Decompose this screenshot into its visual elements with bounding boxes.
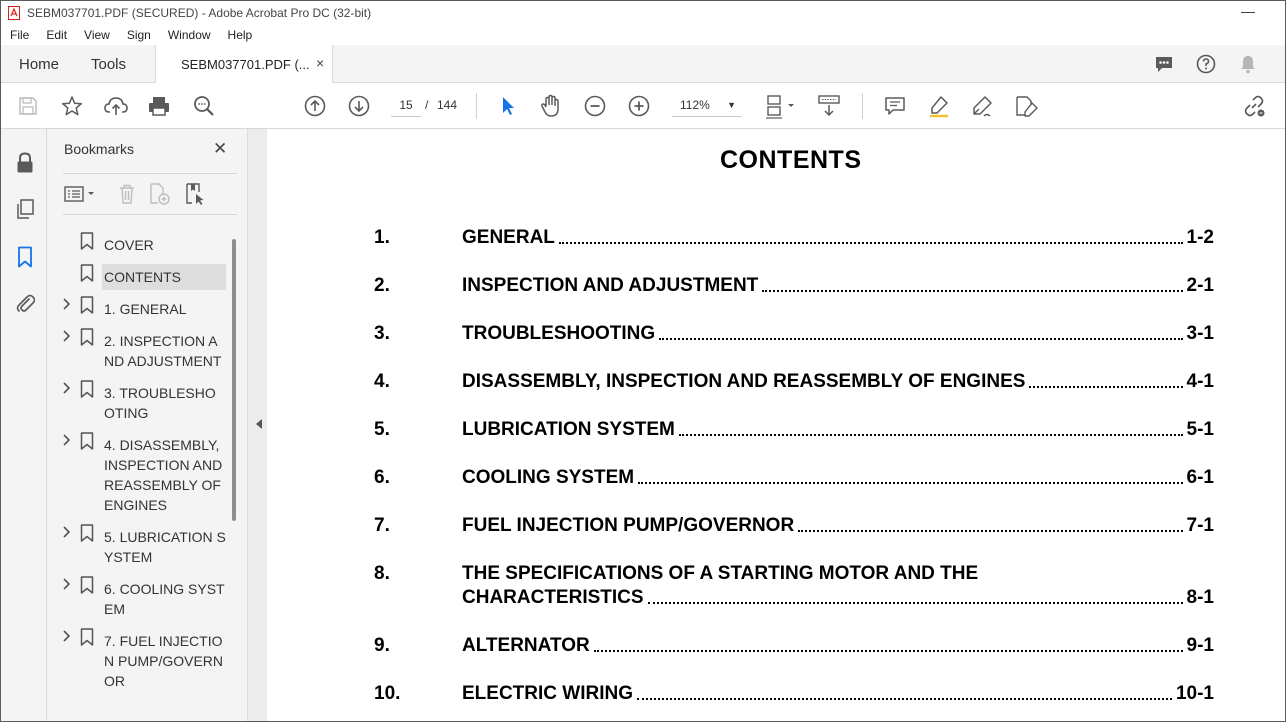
bookmark-label: 1. GENERAL bbox=[104, 301, 187, 317]
menu-view[interactable]: View bbox=[84, 28, 110, 42]
bookmarks-panel-title: Bookmarks bbox=[64, 141, 135, 157]
print-icon[interactable] bbox=[146, 93, 172, 119]
toc-entry-number: 10. bbox=[374, 683, 401, 704]
toc-dot-leader bbox=[762, 275, 1182, 292]
chevron-right-icon[interactable] bbox=[61, 577, 73, 589]
bookmark-flag-icon bbox=[80, 524, 94, 542]
chevron-right-icon[interactable] bbox=[61, 381, 73, 393]
page-fit-icon[interactable] bbox=[761, 93, 797, 119]
attachments-icon[interactable] bbox=[13, 291, 37, 315]
page-total: 144 bbox=[437, 98, 458, 112]
toc-dot-leader bbox=[559, 227, 1183, 244]
bookmark-label: 4. DISASSEMBLY, INSPECTION AND REASSEMBLY OF ENGINES bbox=[104, 437, 223, 513]
toc-dot-leader bbox=[798, 515, 1182, 532]
lock-icon[interactable] bbox=[13, 151, 37, 175]
bookmark-label: 6. COOLING SYSTEM bbox=[104, 581, 225, 617]
toc-entry-page: 3-1 bbox=[1186, 323, 1214, 344]
contents-heading: CONTENTS bbox=[720, 146, 862, 174]
tab-home[interactable]: Home bbox=[19, 56, 60, 73]
bookmark-flag-icon bbox=[80, 432, 94, 450]
help-icon[interactable] bbox=[1195, 53, 1217, 75]
bookmark-label: COVER bbox=[104, 237, 154, 253]
comment-icon[interactable] bbox=[882, 93, 908, 119]
toc-entry-title: TROUBLESHOOTING bbox=[462, 323, 656, 344]
find-bookmark-icon[interactable] bbox=[183, 182, 207, 206]
tab-tools[interactable]: Tools bbox=[91, 56, 127, 73]
find-zoom-icon[interactable] bbox=[191, 93, 217, 119]
toc-entry-page: 6-1 bbox=[1186, 467, 1214, 488]
bookmark-options-icon[interactable] bbox=[63, 182, 99, 206]
star-bookmark-icon[interactable] bbox=[59, 93, 85, 119]
chevron-right-icon[interactable] bbox=[61, 525, 73, 537]
menu-bar bbox=[1, 25, 1285, 45]
bookmark-label: CONTENTS bbox=[104, 269, 181, 285]
zoom-out-icon[interactable] bbox=[582, 93, 608, 119]
toc-entry-page: 7-1 bbox=[1186, 515, 1214, 536]
toc-entry-title-continued: CHARACTERISTICS bbox=[462, 587, 644, 608]
share-link-icon[interactable] bbox=[1241, 93, 1267, 119]
toc-entry-title: FUEL INJECTION PUMP/GOVERNOR bbox=[462, 515, 795, 536]
toc-dot-leader bbox=[648, 587, 1183, 604]
document-view[interactable] bbox=[268, 129, 1285, 721]
next-page-icon[interactable] bbox=[346, 93, 372, 119]
previous-page-icon[interactable] bbox=[302, 93, 328, 119]
toc-entry-number: 1. bbox=[374, 227, 390, 248]
notifications-bell-icon[interactable] bbox=[1237, 53, 1259, 75]
delete-bookmark-icon[interactable] bbox=[115, 182, 139, 206]
toc-entry-number: 2. bbox=[374, 275, 390, 296]
toolbar-divider bbox=[476, 93, 477, 119]
close-icon[interactable]: ✕ bbox=[213, 139, 228, 158]
tab-bar-actions bbox=[1153, 53, 1259, 75]
draw-pen-icon[interactable] bbox=[969, 93, 995, 119]
tab-document[interactable] bbox=[155, 45, 333, 83]
bookmark-flag-icon bbox=[80, 232, 94, 250]
toc-entry-number: 7. bbox=[374, 515, 390, 536]
chevron-right-icon[interactable] bbox=[61, 629, 73, 641]
tab-close-icon[interactable]: × bbox=[316, 55, 325, 71]
toc-entry-title: INSPECTION AND ADJUSTMENT bbox=[462, 275, 759, 296]
toc-entry-page: 5-1 bbox=[1186, 419, 1214, 440]
bookmark-flag-icon bbox=[80, 576, 94, 594]
bookmark-flag-icon bbox=[80, 264, 94, 282]
title-bar bbox=[1, 1, 1285, 25]
upload-cloud-icon[interactable] bbox=[103, 93, 129, 119]
toc-entry-page: 8-1 bbox=[1186, 587, 1214, 608]
scroll-mode-icon[interactable] bbox=[816, 93, 842, 119]
toc-entry-number: 9. bbox=[374, 635, 390, 656]
bookmark-flag-icon bbox=[80, 328, 94, 346]
toc-entry-page: 10-1 bbox=[1175, 683, 1214, 704]
bookmark-list bbox=[47, 221, 237, 721]
bookmark-label: 5. LUBRICATION SYSTEM bbox=[104, 529, 226, 565]
toc-entry-page: 4-1 bbox=[1186, 371, 1214, 392]
fill-sign-icon[interactable] bbox=[1013, 93, 1039, 119]
toc-dot-leader bbox=[638, 467, 1182, 484]
zoom-level-value: 112% bbox=[680, 98, 710, 112]
bookmark-flag-icon bbox=[80, 296, 94, 314]
toolbar-divider bbox=[862, 93, 863, 119]
acrobat-app-icon bbox=[7, 6, 21, 20]
new-bookmark-icon[interactable] bbox=[147, 182, 171, 206]
menu-window[interactable]: Window bbox=[167, 28, 211, 42]
page-number-input[interactable]: 15 bbox=[391, 93, 421, 117]
chevron-right-icon[interactable] bbox=[61, 433, 73, 445]
bookmarks-panel bbox=[47, 129, 247, 721]
save-icon[interactable] bbox=[15, 93, 41, 119]
toc-dot-leader bbox=[679, 419, 1183, 436]
toc-dot-leader bbox=[1029, 371, 1182, 388]
menu-sign[interactable]: Sign bbox=[126, 28, 151, 42]
menu-file[interactable]: File bbox=[10, 28, 30, 42]
bookmarks-panel-icon[interactable] bbox=[13, 245, 37, 269]
bookmark-label: 7. FUEL INJECTION PUMP/GOVERNOR bbox=[104, 633, 224, 689]
page-separator: / bbox=[425, 98, 429, 112]
toc-entry-number: 3. bbox=[374, 323, 390, 344]
toc-entry-number: 8. bbox=[374, 563, 390, 584]
tab-bar bbox=[1, 45, 1285, 83]
zoom-level-select[interactable] bbox=[672, 93, 742, 117]
toc-entry-number: 4. bbox=[374, 371, 390, 392]
toc-entry-title: DISASSEMBLY, INSPECTION AND REASSEMBLY OF ENGINES bbox=[462, 371, 1026, 392]
toc-entry-number: 6. bbox=[374, 467, 390, 488]
toc-entry-number: 5. bbox=[374, 419, 390, 440]
chevron-right-icon[interactable] bbox=[61, 329, 73, 341]
toc-entry-title: ELECTRIC WIRING bbox=[462, 683, 633, 704]
hand-tool-icon[interactable] bbox=[538, 93, 564, 119]
zoom-in-icon[interactable] bbox=[626, 93, 652, 119]
toc-entry-page: 1-2 bbox=[1186, 227, 1214, 248]
highlighter-icon[interactable] bbox=[926, 93, 952, 119]
tab-document-label: SEBM037701.PDF (... bbox=[181, 57, 310, 72]
toc-entry-title: COOLING SYSTEM bbox=[462, 467, 635, 488]
page-thumbnails-icon[interactable] bbox=[13, 197, 37, 221]
toc-entry-page: 9-1 bbox=[1186, 635, 1214, 656]
comment-bubble-icon[interactable] bbox=[1153, 53, 1175, 75]
chevron-right-icon[interactable] bbox=[61, 297, 73, 309]
bookmark-label: 3. TROUBLESHOOTING bbox=[104, 385, 216, 421]
toc-entry-title: ALTERNATOR bbox=[462, 635, 590, 656]
toc-entry-title: THE SPECIFICATIONS OF A STARTING MOTOR AND THE bbox=[462, 563, 979, 584]
window-title: SEBM037701.PDF (SECURED) - Adobe Acrobat Pro DC (32-bit) bbox=[27, 6, 372, 20]
main-toolbar bbox=[1, 83, 1285, 129]
menu-help[interactable]: Help bbox=[227, 28, 253, 42]
select-cursor-icon[interactable] bbox=[495, 93, 521, 119]
toc-dot-leader bbox=[637, 683, 1172, 700]
bookmark-flag-icon bbox=[80, 380, 94, 398]
minimize-button[interactable]: — bbox=[1241, 3, 1255, 19]
toc-dot-leader bbox=[594, 635, 1183, 652]
bookmark-flag-icon bbox=[80, 628, 94, 646]
bookmarks-toolbar bbox=[63, 173, 237, 215]
panel-splitter[interactable] bbox=[247, 129, 267, 721]
toc-dot-leader bbox=[659, 323, 1182, 340]
bookmark-scrollbar[interactable] bbox=[232, 239, 236, 521]
chevron-down-icon: ▼ bbox=[727, 100, 736, 110]
toc-entry-title: LUBRICATION SYSTEM bbox=[462, 419, 675, 440]
bookmark-label: 2. INSPECTION AND ADJUSTMENT bbox=[104, 333, 222, 369]
toc-entry-page: 2-1 bbox=[1186, 275, 1214, 296]
menu-edit[interactable]: Edit bbox=[46, 28, 68, 42]
toc-entry-title: GENERAL bbox=[462, 227, 555, 248]
collapse-panel-icon[interactable] bbox=[256, 419, 262, 429]
navigation-rail bbox=[1, 129, 47, 721]
